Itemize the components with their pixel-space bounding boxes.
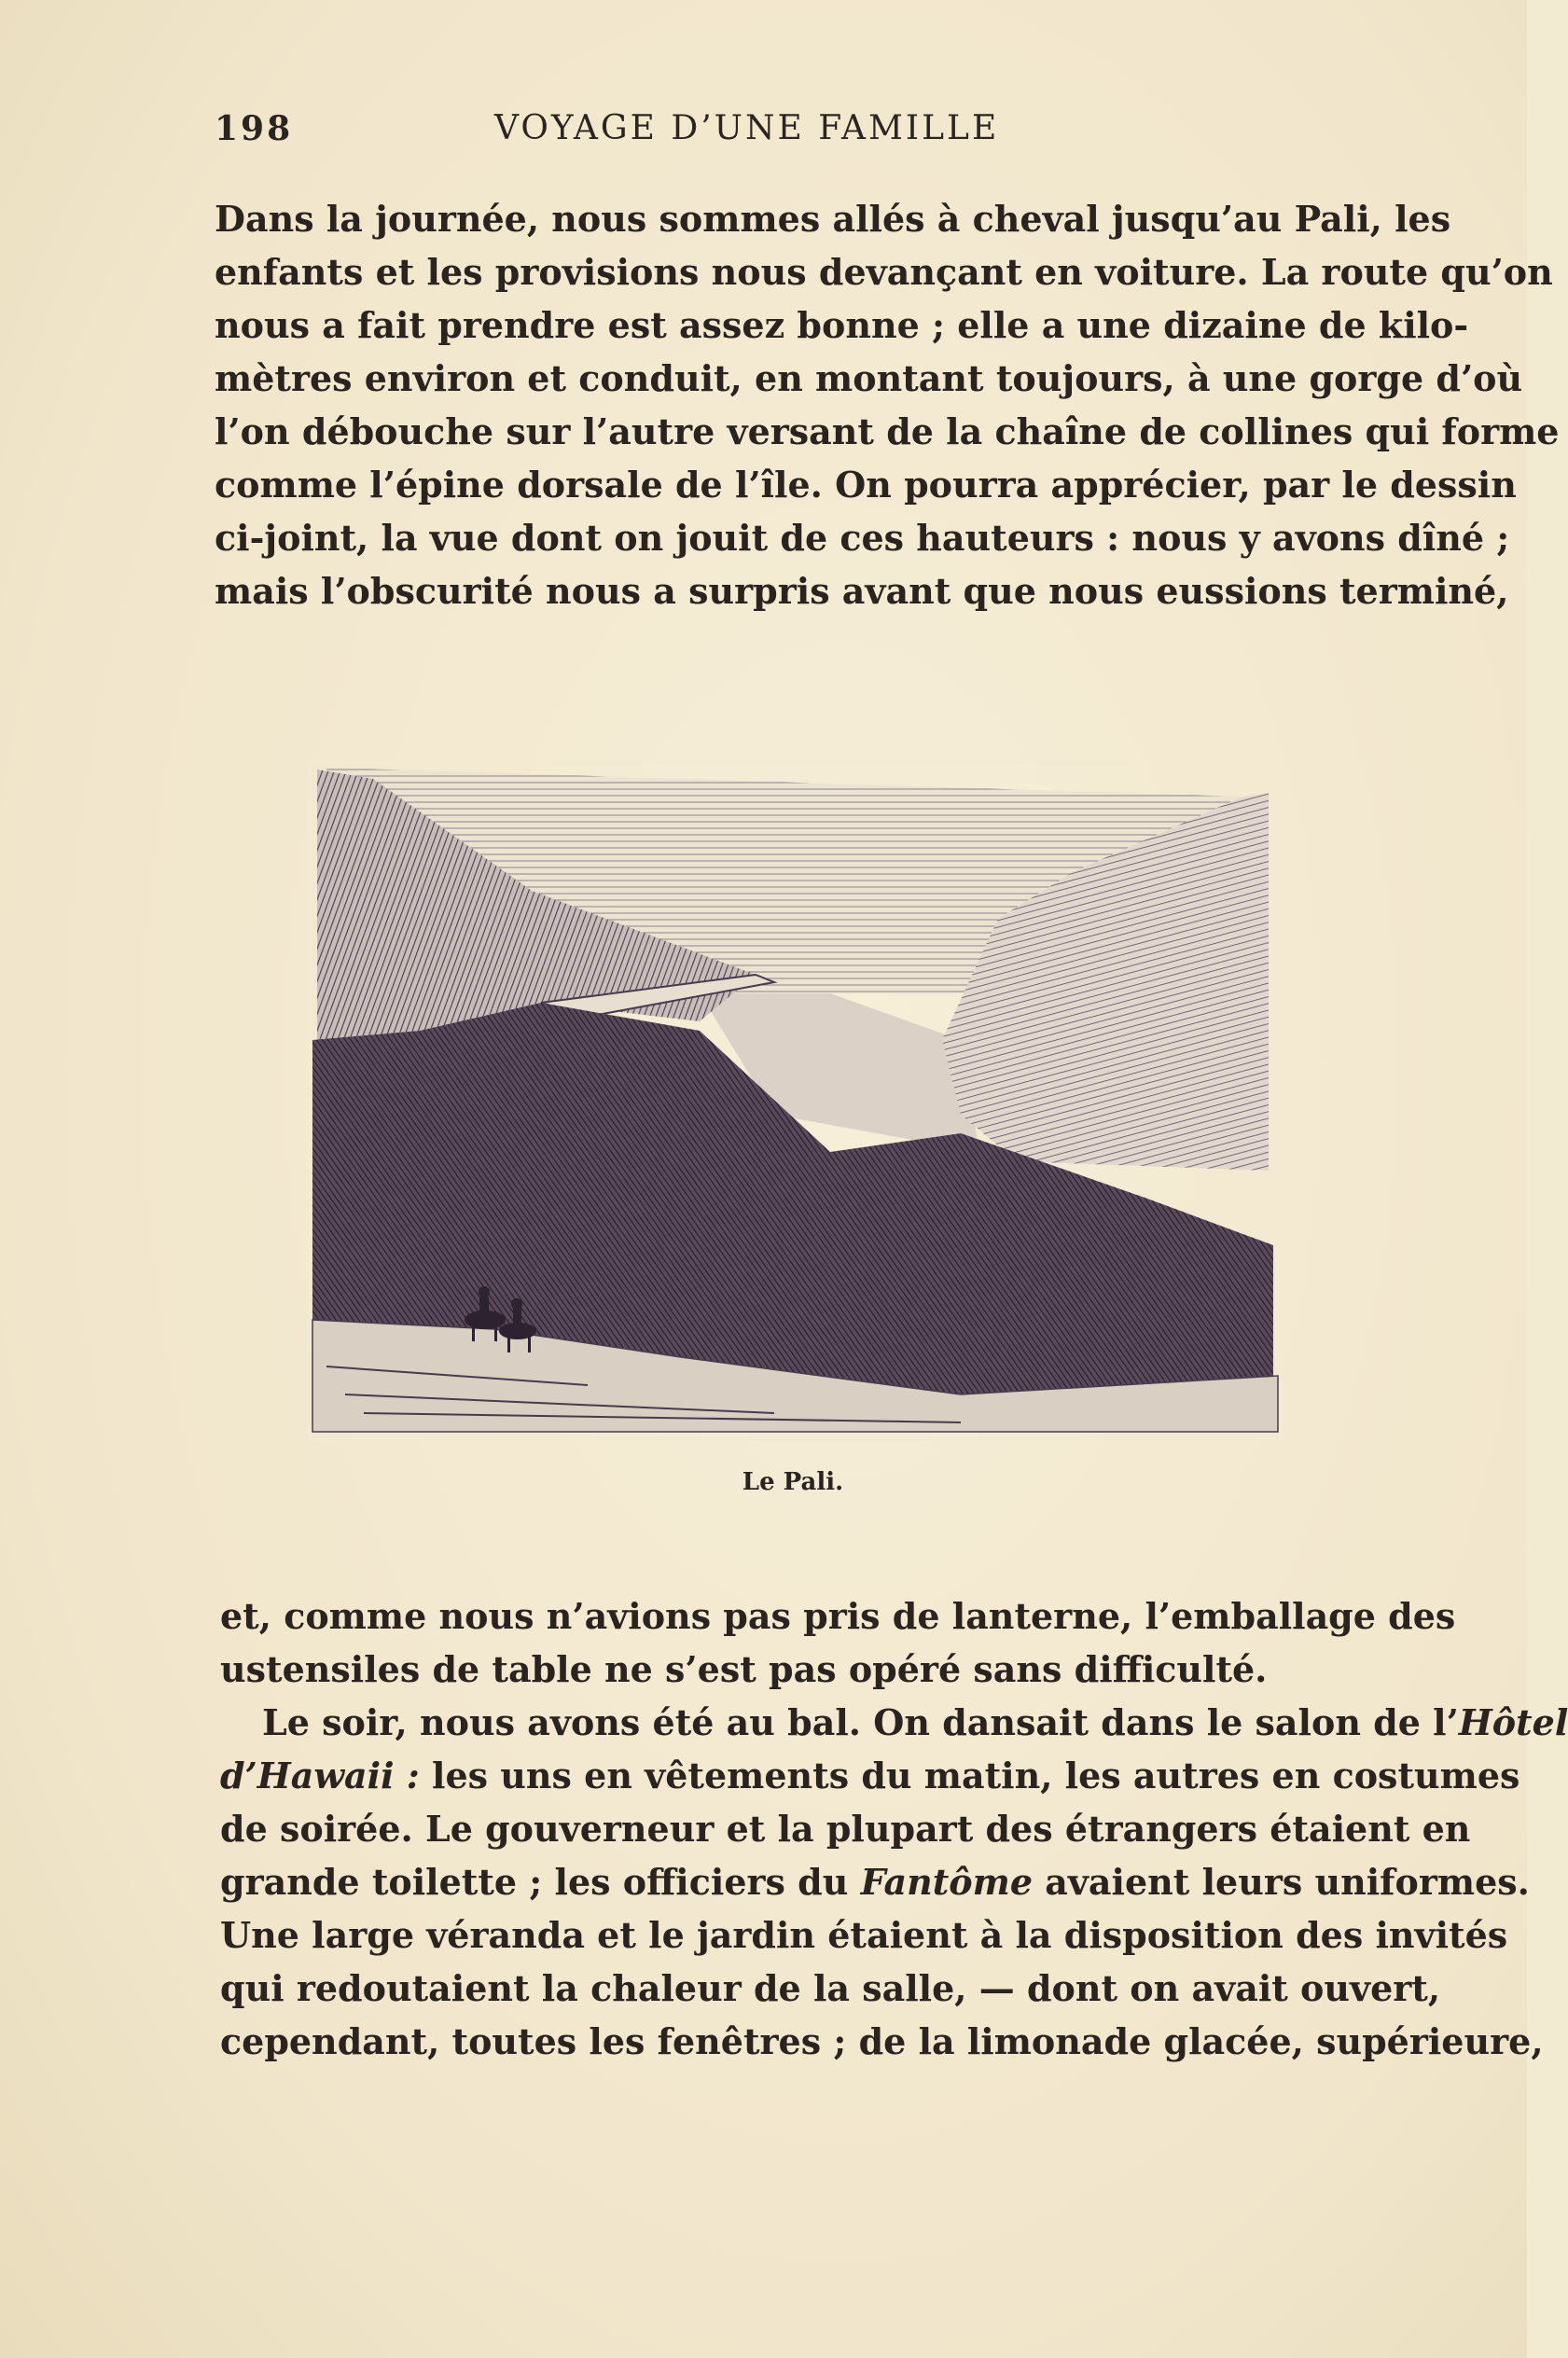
running-header (215, 109, 1082, 156)
running-title: VOYAGE D’UNE FAMILLE (494, 109, 1000, 147)
paragraph-top (215, 192, 1560, 617)
text-line: comme l’épine dorsale de l’île. On pourra apprécier, par le dessin (215, 464, 1517, 506)
text-line: ci-joint, la vue dont on jouit de ces hauteurs : nous y avons dîné ; (215, 517, 1510, 559)
text-fragment: les uns en vêtements du matin, les autres en costumes (419, 1755, 1520, 1796)
figure-caption: Le Pali. (742, 1468, 844, 1496)
engraving-figure (308, 760, 1283, 1441)
text-line: cependant, toutes les fenêtres ; de la limonade glacée, supérieure, (220, 2020, 1544, 2062)
text-line: Une large véranda et le jardin étaient à la disposition des invités (220, 1914, 1508, 1956)
page-number: 198 (215, 109, 294, 148)
text-line: et, comme nous n’avions pas pris de lanterne, l’emballage des (220, 1595, 1456, 1637)
text-fragment: Le soir, nous avons été au bal. On dansait dans le salon de l’ (262, 1701, 1459, 1743)
hotel-name-italic: Hôtel (1458, 1701, 1568, 1743)
paragraph-bottom (220, 1589, 1568, 2068)
mountain-pass-engraving (308, 760, 1283, 1441)
text-fragment: avaient leurs uniformes. (1033, 1861, 1530, 1903)
text-line: ustensiles de table ne s’est pas opéré sans difficulté. (220, 1648, 1268, 1690)
text-line: mais l’obscurité nous a surpris avant que nous eussions terminé, (215, 570, 1509, 612)
text-line (220, 1855, 1530, 1908)
text-line (220, 1696, 1568, 1749)
text-line: qui redoutaient la chaleur de la salle, — dont on avait ouvert, (220, 1967, 1441, 2009)
text-fragment: grande toilette ; les officiers du (220, 1861, 861, 1903)
text-line: l’on débouche sur l’autre versant de la chaîne de collines qui forme (215, 410, 1560, 452)
hotel-name-italic: d’Hawaii : (220, 1755, 420, 1796)
text-line: Dans la journée, nous sommes allés à cheval jusqu’au Pali, les (215, 198, 1451, 240)
text-line: nous a fait prendre est assez bonne ; elle a une dizaine de kilo- (215, 304, 1469, 346)
text-line: mètres environ et conduit, en montant toujours, à une gorge d’où (215, 357, 1523, 399)
ship-name-italic: Fantôme (860, 1861, 1033, 1903)
text-line: enfants et les provisions nous devançant en voiture. La route qu’on (215, 251, 1553, 293)
text-line (220, 1749, 1520, 1802)
text-line: de soirée. Le gouverneur et la plupart des étrangers étaient en (220, 1808, 1471, 1850)
